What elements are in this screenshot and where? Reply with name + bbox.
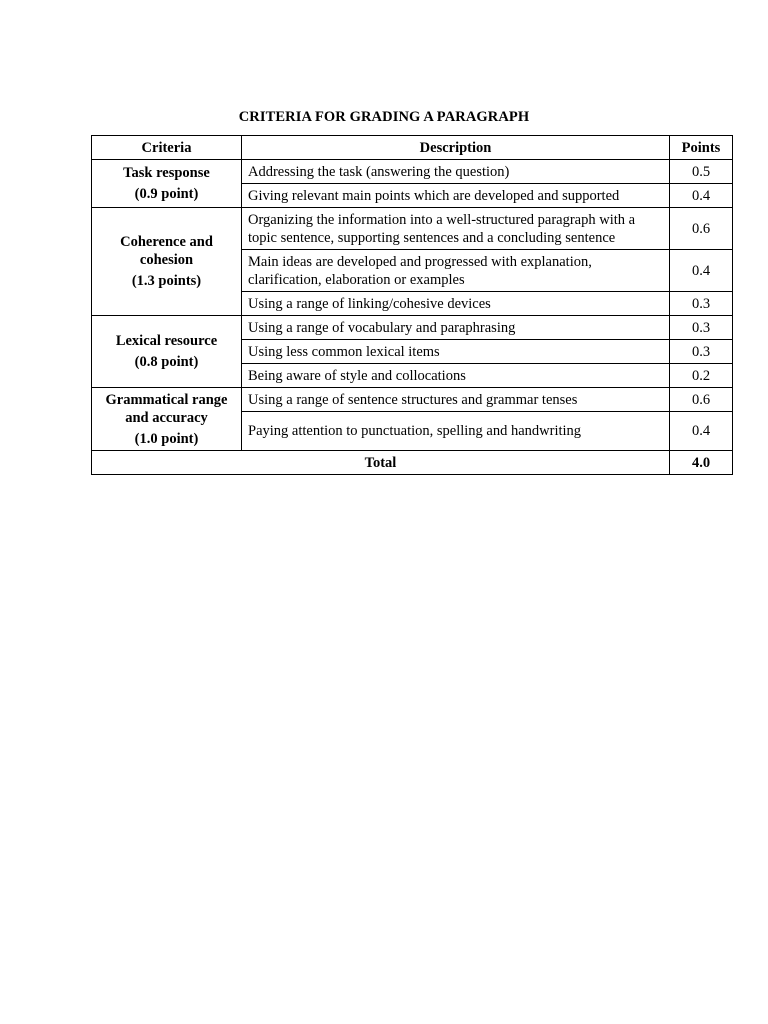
points-cell: 0.4 xyxy=(670,412,733,451)
description-cell: Giving relevant main points which are developed and supported xyxy=(242,184,670,208)
criteria-weight: (1.0 point) xyxy=(134,430,199,447)
criteria-grammatical-range xyxy=(92,388,242,451)
document-title: CRITERIA FOR GRADING A PARAGRAPH xyxy=(238,109,530,125)
grading-criteria-table xyxy=(91,135,733,475)
table-row xyxy=(92,160,733,184)
description-cell: Using less common lexical items xyxy=(242,340,670,364)
points-cell: 0.3 xyxy=(670,292,733,316)
criteria-task-response xyxy=(92,160,242,208)
header-criteria: Criteria xyxy=(92,136,242,160)
header-points: Points xyxy=(670,136,733,160)
criteria-weight: (1.3 points) xyxy=(131,273,202,289)
criteria-name: Grammatical range and accuracy xyxy=(105,391,228,426)
criteria-weight: (0.9 point) xyxy=(134,186,199,202)
points-cell: 0.6 xyxy=(670,388,733,412)
points-cell: 0.4 xyxy=(670,250,733,292)
description-cell: Paying attention to punctuation, spelling and handwriting xyxy=(242,412,670,451)
description-cell: Using a range of vocabulary and paraphrasing xyxy=(242,316,670,340)
criteria-name: Task response xyxy=(123,165,210,181)
description-cell: Using a range of linking/cohesive devices xyxy=(242,292,670,316)
points-cell: 0.6 xyxy=(670,208,733,250)
criteria-weight: (0.8 point) xyxy=(134,354,199,370)
points-cell: 0.4 xyxy=(670,184,733,208)
total-label: Total xyxy=(92,451,670,475)
criteria-lexical-resource xyxy=(92,316,242,388)
table-row xyxy=(92,316,733,340)
description-cell: Main ideas are developed and progressed with explanation, clarification, elaboration or examples xyxy=(242,250,670,292)
total-row xyxy=(92,451,733,475)
criteria-name: Lexical resource xyxy=(115,333,218,349)
description-cell: Using a range of sentence structures and grammar tenses xyxy=(242,388,670,412)
total-points: 4.0 xyxy=(670,451,733,475)
table-row xyxy=(92,208,733,250)
table-row xyxy=(92,388,733,412)
description-cell: Being aware of style and collocations xyxy=(242,364,670,388)
points-cell: 0.3 xyxy=(670,340,733,364)
header-description: Description xyxy=(242,136,670,160)
description-cell: Addressing the task (answering the question) xyxy=(242,160,670,184)
points-cell: 0.2 xyxy=(670,364,733,388)
description-cell: Organizing the information into a well-structured paragraph with a topic sentence, supporting sentences and a concluding sentence xyxy=(242,208,670,250)
points-cell: 0.5 xyxy=(670,160,733,184)
points-cell: 0.3 xyxy=(670,316,733,340)
criteria-coherence-cohesion xyxy=(92,208,242,316)
table-header-row xyxy=(92,136,733,160)
criteria-name: Coherence and cohesion xyxy=(120,234,213,268)
